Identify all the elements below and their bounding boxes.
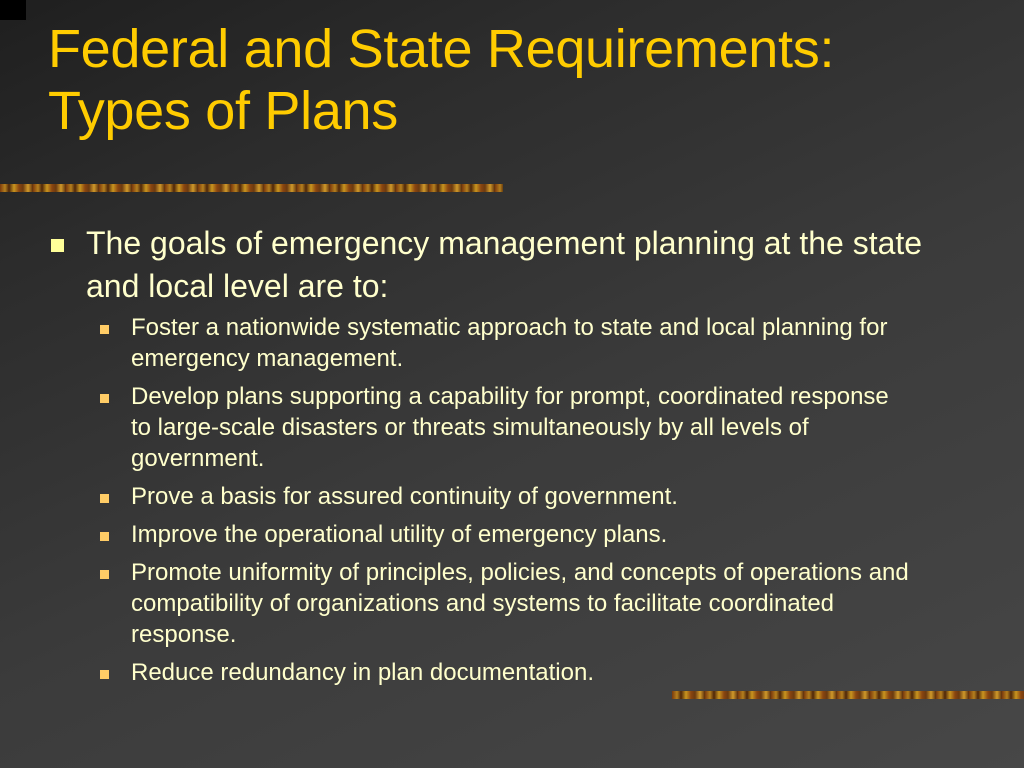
list-item — [48, 381, 911, 474]
slide-title — [48, 18, 834, 142]
square-bullet-icon — [100, 532, 109, 541]
corner-mark — [0, 0, 26, 20]
square-bullet-icon — [51, 239, 64, 252]
main-bullet-text: The goals of emergency management planning at the state and local level are to: — [86, 225, 923, 304]
list-item-text: Improve the operational utility of emergency plans. — [131, 521, 668, 548]
list-item-text: Prove a basis for assured continuity of government. — [131, 483, 678, 510]
list-item-text: Develop plans supporting a capability for prompt, coordinated response to large-scale disasters or threats simultaneously by all levels of government. — [131, 383, 889, 472]
bottom-divider — [672, 691, 1024, 699]
square-bullet-icon — [100, 394, 109, 403]
list-item — [48, 481, 911, 512]
list-item-text: Reduce redundancy in plan documentation. — [131, 659, 594, 686]
list-item — [48, 557, 911, 650]
slide-title-line-1: Federal and State Requirements: — [48, 19, 835, 79]
list-item — [48, 657, 911, 688]
square-bullet-icon — [100, 570, 109, 579]
list-item-text: Promote uniformity of principles, policies, and concepts of operations and compatibility of organizations and systems to facilitate coordinated response. — [131, 559, 909, 648]
slide-body — [48, 222, 978, 695]
slide-title-line-2: Types of Plans — [48, 81, 398, 141]
title-divider — [0, 184, 503, 192]
square-bullet-icon — [100, 325, 109, 334]
goals-list — [48, 312, 978, 688]
main-bullet-item — [48, 222, 978, 308]
square-bullet-icon — [100, 494, 109, 503]
list-item — [48, 312, 911, 374]
list-item-text: Foster a nationwide systematic approach to state and local planning for emergency management. — [131, 314, 888, 372]
square-bullet-icon — [100, 670, 109, 679]
list-item — [48, 519, 911, 550]
